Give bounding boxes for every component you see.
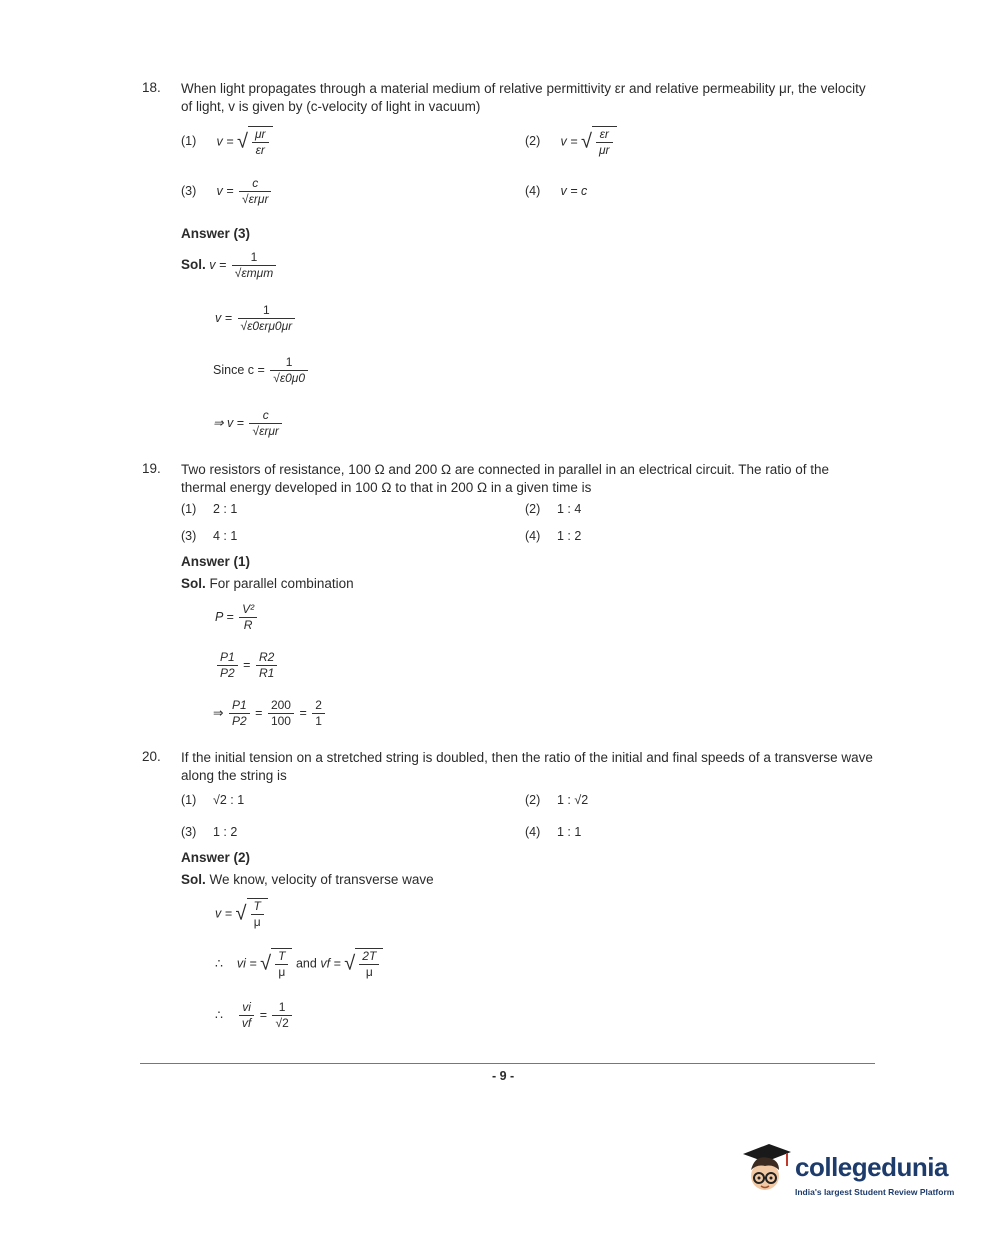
collegedunia-mascot-icon bbox=[735, 1140, 795, 1202]
collegedunia-logo-text: collegedunia bbox=[795, 1152, 948, 1182]
q18-sol-line-3: Since c = $\frac{1}{√\varepsilon 0\mu 0}$ bbox=[213, 355, 310, 386]
q20-eq-3: ∴ $\frac{vi}{vf}$ = $\frac{1}{√2}$ bbox=[215, 1000, 294, 1031]
footer-divider bbox=[140, 1063, 875, 1064]
page-number: - 9 - bbox=[492, 1069, 515, 1083]
q20-eq-2: ∴ vi = √ $\frac{T}{\mu}$ and vf = √ $\frac{2T}{\mu}$ bbox=[215, 948, 383, 980]
q18-sol-line-1: Sol. v = $\frac{1}{\text{√εmμm}}$ bbox=[181, 250, 278, 281]
q18-answer: Answer (3) bbox=[181, 226, 251, 241]
q18-option-2: (2) v = √ $\frac{\varepsilon r}{\mu r}$ bbox=[525, 126, 617, 158]
q19-eq-1: P = $\frac{\text{V²}}{R}$ bbox=[215, 602, 259, 633]
question-19-number: 19. bbox=[142, 461, 161, 476]
question-19-text: Two resistors of resistance, 100 Ω and 200 Ω are connected in parallel in an electrical circuit. The ratio of the thermal energy developed in 100 Ω to that in 200 Ω in a given time is bbox=[181, 462, 830, 495]
q20-option-2: (2) 1 : √2 bbox=[525, 793, 589, 807]
q20-option-3: (3) 1 : 2 bbox=[181, 825, 238, 839]
collegedunia-tagline: India's largest Student Review Platform bbox=[795, 1187, 955, 1197]
q18-sol-line-2: v = $\frac{1}{\text{√ε0εrμ0μr}}$ bbox=[215, 303, 297, 334]
q19-eq-2: $\frac{P1}{P2}$ = $\frac{R2}{R1}$ bbox=[215, 650, 279, 681]
q20-eq-1: v = √ $\frac{T}{\mu}$ bbox=[215, 898, 268, 930]
q18-option-3: (3) v = $\frac{c}{\text{√εrμr}}$ bbox=[181, 176, 273, 207]
question-18-number: 18. bbox=[142, 80, 161, 95]
q19-option-3: (3) 4 : 1 bbox=[181, 529, 238, 543]
question-18-text: When light propagates through a material medium of relative permittivity εr and relative permeability μr, the velocity of light, v is given by (c-velocity of light in vacuum) bbox=[181, 81, 866, 114]
q18-sol-line-4: ⇒ v = $\frac{c}{\text{√εrμr}}$ bbox=[213, 408, 284, 439]
q19-eq-3: ⇒ $\frac{P1}{P2}$ = $\frac{200}{100}$ = $\frac{2}{1}$ bbox=[213, 698, 327, 729]
question-20-number: 20. bbox=[142, 749, 161, 764]
question-20-text: If the initial tension on a stretched string is doubled, then the ratio of the initial and final speeds of a transverse wave along the string is bbox=[181, 750, 873, 783]
q19-answer: Answer (1) bbox=[181, 554, 251, 569]
q20-option-1: (1) √2 : 1 bbox=[181, 793, 245, 807]
q19-option-2: (2) 1 : 4 bbox=[525, 502, 582, 516]
q19-option-1: (1) 2 : 1 bbox=[181, 502, 238, 516]
q19-option-4: (4) 1 : 2 bbox=[525, 529, 582, 543]
q18-option-1: (1) v = √ $\frac{\mu r}{\varepsilon r}$ bbox=[181, 126, 273, 158]
q18-option-4: (4) v = c bbox=[525, 184, 588, 198]
q20-solution-intro: Sol. We know, velocity of transverse wave bbox=[181, 872, 434, 887]
q19-solution-intro: Sol. For parallel combination bbox=[181, 576, 354, 591]
q20-option-4: (4) 1 : 1 bbox=[525, 825, 582, 839]
q20-answer: Answer (2) bbox=[181, 850, 251, 865]
